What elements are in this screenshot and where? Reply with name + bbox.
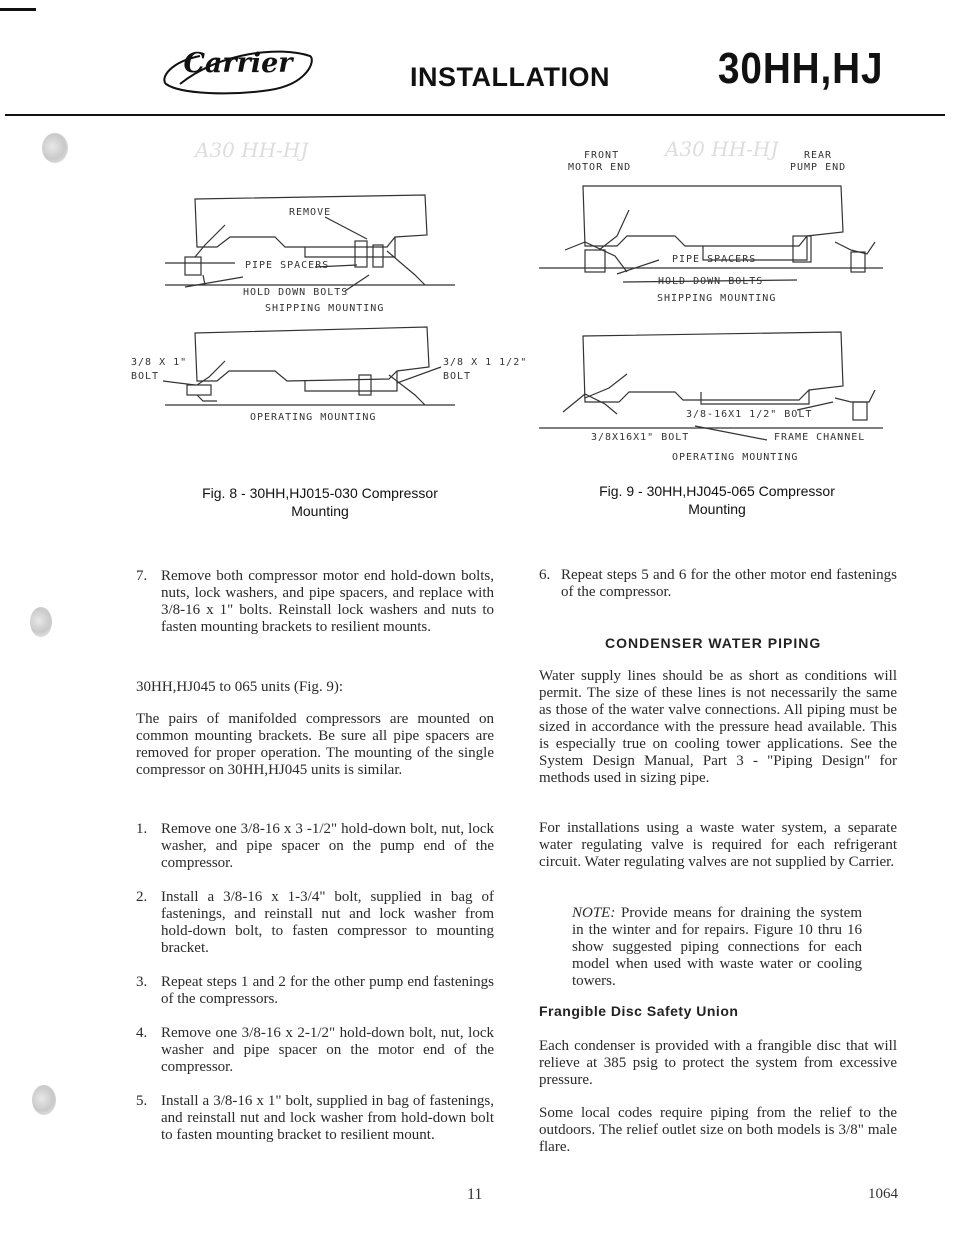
fig9-caption — [547, 482, 887, 518]
handwritten-mark-left: A30 HH-HJ — [195, 138, 309, 162]
corner-mark — [0, 8, 36, 11]
frangible-paragraph-2: Some local codes require piping from the relief to the outdoors. The relief outlet size on both models is 3/8" male flare. — [539, 1105, 897, 1155]
step-number: 5. — [136, 1093, 148, 1109]
step-1 — [136, 821, 494, 872]
step-number: 7. — [136, 568, 148, 584]
page-number: 11 — [467, 1186, 483, 1203]
fig8-caption-line1: Fig. 8 - 30HH,HJ015-030 Compressor — [202, 485, 438, 501]
fig8-operating-mounting-label: OPERATING MOUNTING — [250, 412, 377, 423]
fig9-pump-end-label: PUMP END — [790, 162, 847, 173]
binder-hole-top — [42, 133, 68, 163]
step-3 — [136, 974, 494, 1008]
fig8-bolt-left-word: BOLT — [131, 371, 160, 382]
step-number: 2. — [136, 889, 148, 905]
fig9-frame-channel-label: FRAME CHANNEL — [774, 432, 866, 443]
handwritten-mark-right: A30 HH-HJ — [665, 137, 779, 161]
manifold-paragraph: The pairs of manifolded compressors are mounted on common mounting brackets. Be sure all pipe spacers are removed for proper operation. The mounting of the single compressor on 30HH,HJ045 units is similar. — [136, 711, 494, 778]
fig8-shipping-mounting-label: SHIPPING MOUNTING — [265, 303, 385, 314]
fig8-bolt-left-size: 3/8 X 1" — [131, 357, 188, 368]
note-block — [572, 905, 862, 990]
fig9-caption-line1: Fig. 9 - 30HH,HJ045-065 Compressor — [599, 483, 835, 499]
note-text: Provide means for draining the system in the winter and for repairs. Figure 10 thru 16 show suggested piping connections for each model when used with waste water or cooling towers. — [572, 905, 862, 989]
step-6 — [539, 567, 897, 601]
header-divider — [5, 114, 945, 116]
condenser-paragraph-1: Water supply lines should be as short as conditions will permit. The size of these lines is not necessarily the same as those of the water valve connections. All piping must be sized in accordance with the pressure head available. This is especially true on cooling tower applications. See the System Design Manual, Part 3 - "Piping Design" for methods used in sizing pipe. — [539, 668, 897, 786]
document-code: 1064 — [868, 1186, 898, 1202]
step-text: Remove one 3/8-16 x 3 -1/2" hold-down bolt, nut, lock washer, and pipe spacer on the pump end of the compressor. — [161, 821, 494, 871]
condenser-water-piping-heading: CONDENSER WATER PIPING — [605, 635, 822, 651]
step-2 — [136, 889, 494, 957]
units-intro: 30HH,HJ045 to 065 units (Fig. 9): — [136, 679, 344, 695]
fig8-pipe-spacers-label: PIPE SPACERS — [245, 260, 330, 271]
step-7 — [136, 568, 494, 636]
step-text: Install a 3/8-16 x 1" bolt, supplied in bag of fastenings, and reinstall nut and lock washer from hold-down bolt to fasten mounting bracket to resilient mount. — [161, 1093, 494, 1143]
step-text: Remove both compressor motor end hold-down bolts, nuts, lock washers, and pipe spacers, and replace with 3/8-16 x 1" bolts. Reinstall lock washers and nuts to fasten mounting brackets to resilient mounts. — [161, 568, 494, 635]
condenser-paragraph-2: For installations using a waste water system, a separate water regulating valve is required for each refrigerant circuit. Water regulating valves are not supplied by Carrier. — [539, 820, 897, 870]
fig9-operating-mounting-label: OPERATING MOUNTING — [672, 452, 799, 463]
fig8-bolt-right-size: 3/8 X 1 1/2" — [443, 357, 528, 368]
frangible-disc-heading: Frangible Disc Safety Union — [539, 1003, 739, 1019]
fig8-caption-line2: Mounting — [291, 503, 349, 519]
step-text: Repeat steps 5 and 6 for the other motor end fastenings of the compressor. — [561, 567, 897, 600]
fig9-bolt-right-label: 3/8-16X1 1/2" BOLT — [686, 409, 813, 420]
step-text: Repeat steps 1 and 2 for the other pump end fastenings of the compressors. — [161, 974, 494, 1007]
logo-text: Carrier — [183, 48, 293, 79]
step-text: Install a 3/8-16 x 1-3/4" bolt, supplied in bag of fastenings, and reinstall nut and lock washer from hold-down bolt, to fasten compressor to mounting bracket. — [161, 889, 494, 956]
fig9-hold-down-bolts-label: HOLD DOWN BOLTS — [658, 276, 764, 287]
fig9-bolt-left-label: 3/8X16X1" BOLT — [591, 432, 690, 443]
fig9-pipe-spacers-label: PIPE SPACERS — [672, 254, 757, 265]
fig9-rear-label: REAR — [804, 150, 833, 161]
fig9-front-label: FRONT — [584, 150, 620, 161]
fig8-remove-label: REMOVE — [289, 207, 332, 218]
step-text: Remove one 3/8-16 x 2-1/2" hold-down bolt, nut, lock washer and pipe spacer on the motor end of the compressor. — [161, 1025, 494, 1075]
frangible-paragraph-1: Each condenser is provided with a frangible disc that will relieve at 385 psig to protect the system from excessive pressure. — [539, 1038, 897, 1088]
step-number: 3. — [136, 974, 148, 990]
note-label: NOTE: — [572, 905, 616, 921]
fig9-shipping-mounting-label: SHIPPING MOUNTING — [657, 293, 777, 304]
step-5 — [136, 1093, 494, 1144]
fig9-motor-end-label: MOTOR END — [568, 162, 632, 173]
step-4 — [136, 1025, 494, 1076]
step-number: 6. — [539, 567, 551, 583]
fig8-hold-down-bolts-label: HOLD DOWN BOLTS — [243, 287, 349, 298]
page-heading: INSTALLATION — [410, 62, 610, 92]
step-number: 4. — [136, 1025, 148, 1041]
fig9-caption-line2: Mounting — [688, 501, 746, 517]
carrier-logo — [160, 44, 316, 96]
fig8-bolt-right-word: BOLT — [443, 371, 472, 382]
fig8-caption — [150, 484, 490, 520]
binder-hole-middle — [30, 607, 52, 637]
binder-hole-bottom — [32, 1085, 56, 1115]
step-number: 1. — [136, 821, 148, 837]
model-heading: 30HH,HJ — [718, 44, 884, 93]
